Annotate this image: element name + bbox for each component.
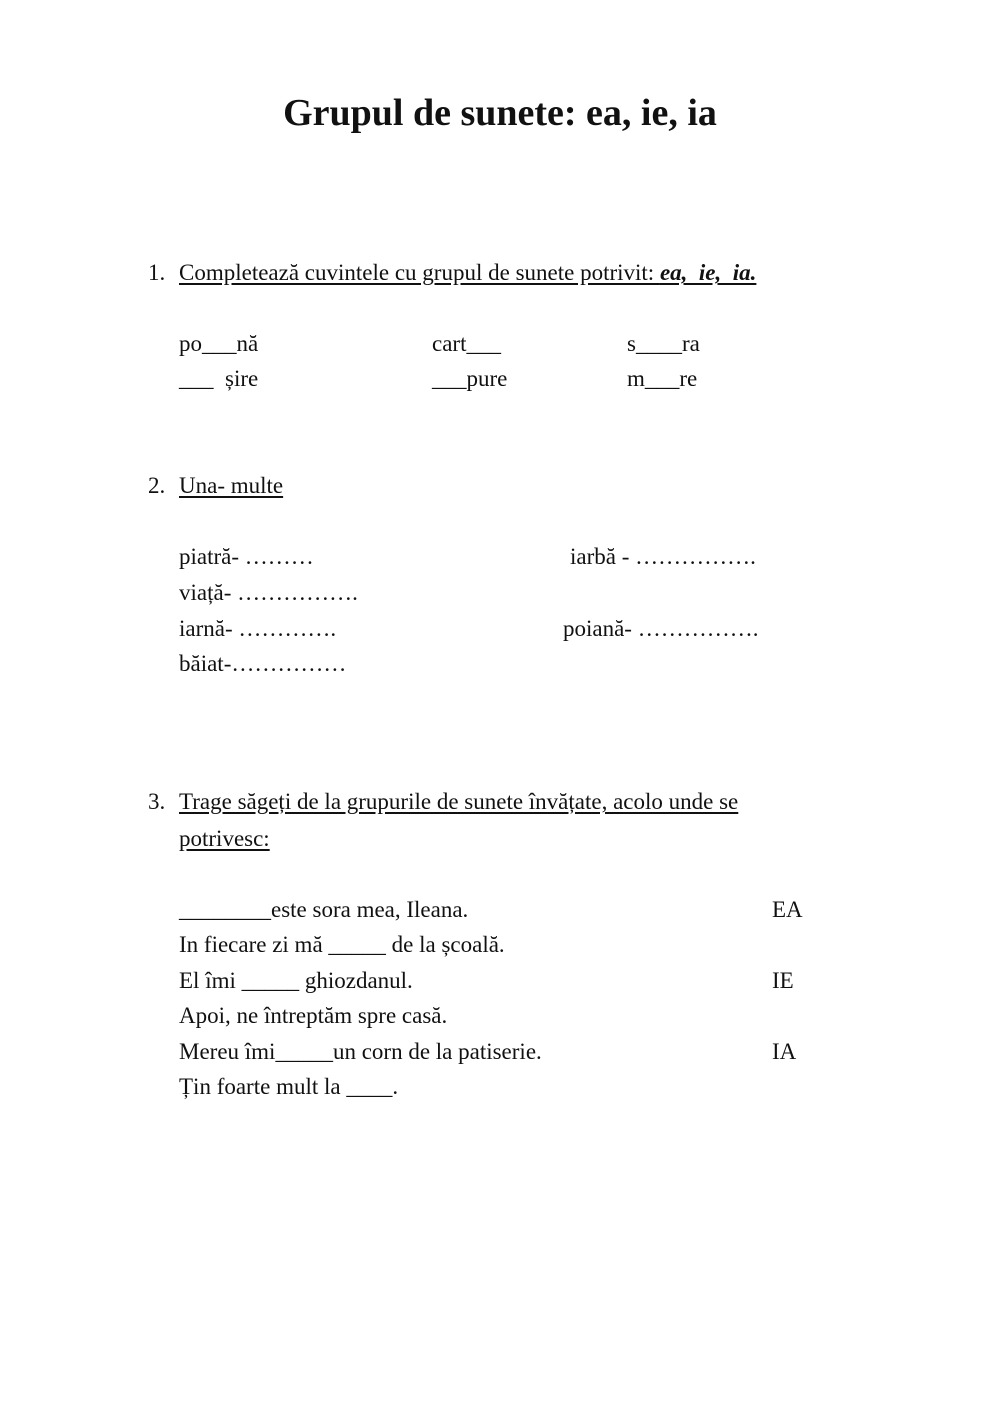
sentence: Apoi, ne întreptăm spre casă. xyxy=(179,1003,448,1028)
sentence: El îmi _____ ghiozdanul. xyxy=(179,968,413,993)
section-1-instruction-options: ea, ie, ia. xyxy=(659,260,757,285)
sentence: ________este sora mea, Ileana. xyxy=(179,897,469,922)
fill-word: m___re xyxy=(627,366,698,391)
fill-word: cart___ xyxy=(432,331,501,356)
sound-group-label: IE xyxy=(772,968,794,993)
plural-item: poiană- ……………. xyxy=(563,616,759,641)
section-2-instruction: Una- multe xyxy=(179,473,284,498)
section-1-number: 1. xyxy=(148,260,166,285)
section-1-instruction-text: Completează cuvintele cu grupul de sunete potrivit: xyxy=(179,260,660,285)
section-1-instruction xyxy=(179,261,756,284)
sentence: Mereu îmi_____un corn de la patiserie. xyxy=(179,1039,542,1064)
section-3-instruction-line2: potrivesc: xyxy=(179,826,270,851)
plural-item: viață- ……………. xyxy=(179,580,358,605)
plural-item: băiat-…………… xyxy=(179,651,347,676)
sound-group-label: EA xyxy=(772,897,803,922)
plural-item: piatră- ……… xyxy=(179,544,314,569)
sound-group-label: IA xyxy=(772,1039,797,1064)
fill-word: po___nă xyxy=(179,331,259,356)
plural-item: iarnă- …………. xyxy=(179,616,337,641)
sentence: Țin foarte mult la ____. xyxy=(179,1074,399,1099)
section-3-number: 3. xyxy=(148,789,166,814)
fill-word: ___ șire xyxy=(179,366,259,391)
sentence: In fiecare zi mă _____ de la școală. xyxy=(179,932,505,957)
fill-word: ___pure xyxy=(432,366,508,391)
page-title: Grupul de sunete: ea, ie, ia xyxy=(283,92,717,134)
plural-item: iarbă - ……………. xyxy=(570,544,756,569)
section-2-number: 2. xyxy=(148,473,166,498)
section-3-instruction-line1: Trage săgeți de la grupurile de sunete învățate, acolo unde se xyxy=(179,789,739,814)
fill-word: s____ra xyxy=(627,331,700,356)
